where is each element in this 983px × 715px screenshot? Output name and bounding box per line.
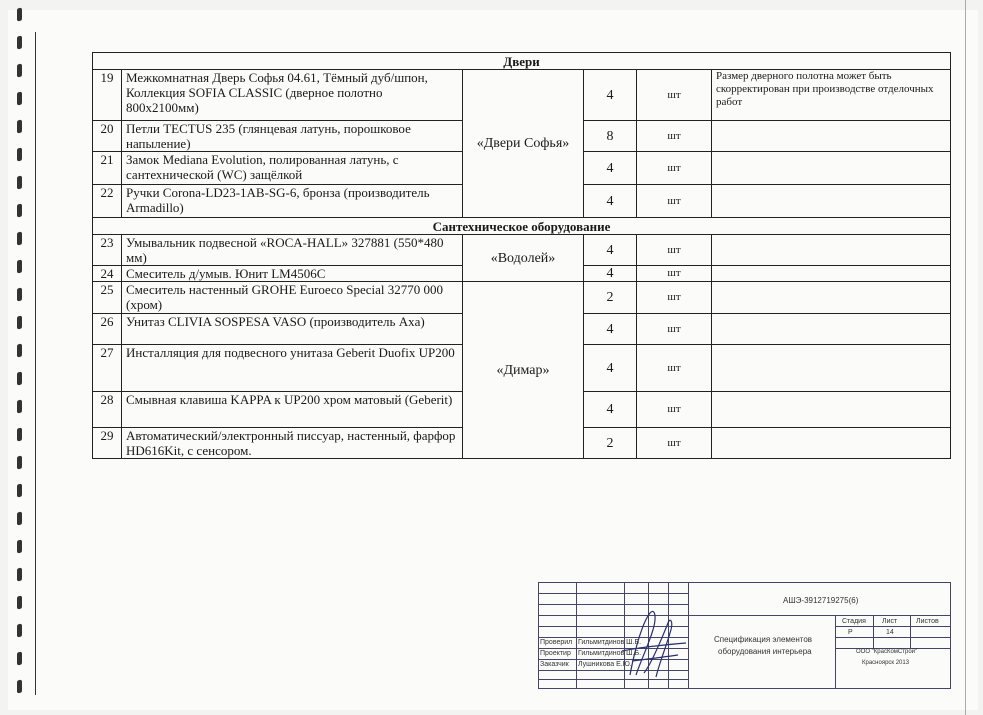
section-title: Двери: [93, 53, 951, 70]
doc-title-line-1: Спецификация элементов: [714, 635, 813, 644]
row-number: 26: [93, 314, 122, 345]
row-number: 28: [93, 392, 122, 428]
item-unit: шт: [637, 152, 712, 185]
item-name: Автоматический/электронный писсуар, настенный, фарфор HD616Kit, с сенсором.: [122, 428, 463, 459]
item-name: Петли TECTUS 235 (глянцевая латунь, порошковое напыление): [122, 121, 463, 152]
city-year: Красноярск 2013: [862, 660, 910, 666]
section-header-plumbing: [93, 218, 951, 235]
item-unit: шт: [637, 345, 712, 392]
item-qty: 8: [584, 121, 637, 152]
col-sheet-label: Лист: [882, 618, 898, 625]
item-note: [712, 345, 951, 392]
stage-value: Р: [848, 629, 853, 636]
binder-hole: [17, 260, 22, 274]
item-name: Замок Mediana Evolution, полированная латунь, с сантехнической (WC) защёлкой: [122, 152, 463, 185]
item-qty: 4: [584, 70, 637, 121]
binder-hole: [17, 428, 22, 442]
item-name: Смеситель д/умыв. Юнит LM4506C: [122, 266, 463, 282]
table-row: [93, 235, 951, 266]
item-unit: шт: [637, 185, 712, 218]
item-note: [712, 392, 951, 428]
item-note: [712, 235, 951, 266]
binder-hole: [17, 316, 22, 330]
table-row: [93, 282, 951, 314]
item-note: [712, 314, 951, 345]
title-block: [538, 582, 951, 689]
binder-hole: [17, 400, 22, 414]
table-row: [93, 70, 951, 121]
item-unit: шт: [637, 314, 712, 345]
role-designer: Проектир: [540, 650, 571, 657]
item-unit: шт: [637, 266, 712, 282]
binder-hole: [17, 680, 22, 694]
binder-hole: [17, 148, 22, 162]
item-qty: 2: [584, 282, 637, 314]
section-header-doors: [93, 53, 951, 70]
page-edge: [965, 0, 966, 715]
row-number: 27: [93, 345, 122, 392]
item-name: Межкомнатная Дверь Софья 04.61, Тёмный дуб/шпон, Коллекция SOFIA CLASSIC (дверное полотно 800х2100мм): [122, 70, 463, 121]
item-name: Смеситель настенный GROHE Euroeco Special 32770 000 (хром): [122, 282, 463, 314]
person-checked: Гильмитдинов Ш.Б.: [578, 639, 642, 646]
item-note: [712, 428, 951, 459]
item-qty: 2: [584, 428, 637, 459]
row-number: 24: [93, 266, 122, 282]
signature: [612, 603, 692, 683]
binder-hole: [17, 540, 22, 554]
binder-hole: [17, 344, 22, 358]
item-note: [712, 266, 951, 282]
section-title: Сантехническое оборудование: [93, 218, 951, 235]
item-qty: 4: [584, 266, 637, 282]
person-designer: Гильмитдинов Ш.Б.: [578, 650, 642, 657]
item-note: [712, 121, 951, 152]
binder-hole: [17, 288, 22, 302]
supplier-cell: «Димар»: [463, 282, 584, 459]
item-qty: 4: [584, 152, 637, 185]
binder-hole: [17, 484, 22, 498]
row-number: 19: [93, 70, 122, 121]
item-unit: шт: [637, 70, 712, 121]
item-note: [712, 152, 951, 185]
specification-table: [92, 52, 951, 459]
col-stage-label: Стадия: [842, 618, 866, 625]
col-sheets-label: Листов: [916, 618, 939, 625]
company-name: ООО "КрасКомСтрой": [856, 649, 918, 655]
role-customer: Заказчик: [540, 661, 569, 668]
row-number: 23: [93, 235, 122, 266]
binder-hole: [17, 596, 22, 610]
binder-hole: [17, 652, 22, 666]
binder-hole: [17, 232, 22, 246]
item-unit: шт: [637, 121, 712, 152]
binder-hole: [17, 456, 22, 470]
binder-hole: [17, 176, 22, 190]
binder-hole: [17, 204, 22, 218]
binder-hole: [17, 64, 22, 78]
binder-hole: [17, 8, 22, 22]
row-number: 20: [93, 121, 122, 152]
item-unit: шт: [637, 428, 712, 459]
document-code: АШЭ-3912719275(6): [783, 596, 859, 605]
item-note: Размер дверного полотна может быть скорректирован при производстве отделочных работ: [712, 70, 951, 121]
row-number: 25: [93, 282, 122, 314]
item-qty: 4: [584, 345, 637, 392]
item-name: Инсталляция для подвесного унитаза Geberit Duofix UP200: [122, 345, 463, 392]
row-number: 21: [93, 152, 122, 185]
role-checked: Проверил: [540, 639, 573, 646]
item-unit: шт: [637, 392, 712, 428]
item-unit: шт: [637, 235, 712, 266]
item-qty: 4: [584, 185, 637, 218]
item-note: [712, 282, 951, 314]
item-name: Унитаз CLIVIA SOSPESA VASO (производитель Axa): [122, 314, 463, 345]
item-name: Умывальник подвесной «ROCA-HALL» 327881 (550*480 мм): [122, 235, 463, 266]
item-note: [712, 185, 951, 218]
binder-hole: [17, 372, 22, 386]
binder-hole: [17, 568, 22, 582]
binder-hole: [17, 624, 22, 638]
binder-hole: [17, 120, 22, 134]
binder-hole: [17, 92, 22, 106]
doc-title-line-2: оборудования интерьера: [718, 647, 812, 656]
sheet-value: 14: [886, 629, 894, 636]
row-number: 29: [93, 428, 122, 459]
item-unit: шт: [637, 282, 712, 314]
item-qty: 4: [584, 314, 637, 345]
person-customer: Лушникова Е.Ю.: [578, 661, 632, 668]
supplier-cell: «Водолей»: [463, 235, 584, 282]
item-name: Ручки Corona-LD23-1AB-SG-6, бронза (производитель Armadillo): [122, 185, 463, 218]
item-name: Смывная клавиша KAPPA к UP200 хром матовый (Geberit): [122, 392, 463, 428]
binder-hole: [17, 36, 22, 50]
binder-holes: [12, 0, 32, 715]
supplier-cell: «Двери Софья»: [463, 70, 584, 218]
row-number: 22: [93, 185, 122, 218]
binder-hole: [17, 512, 22, 526]
item-qty: 4: [584, 392, 637, 428]
item-qty: 4: [584, 235, 637, 266]
